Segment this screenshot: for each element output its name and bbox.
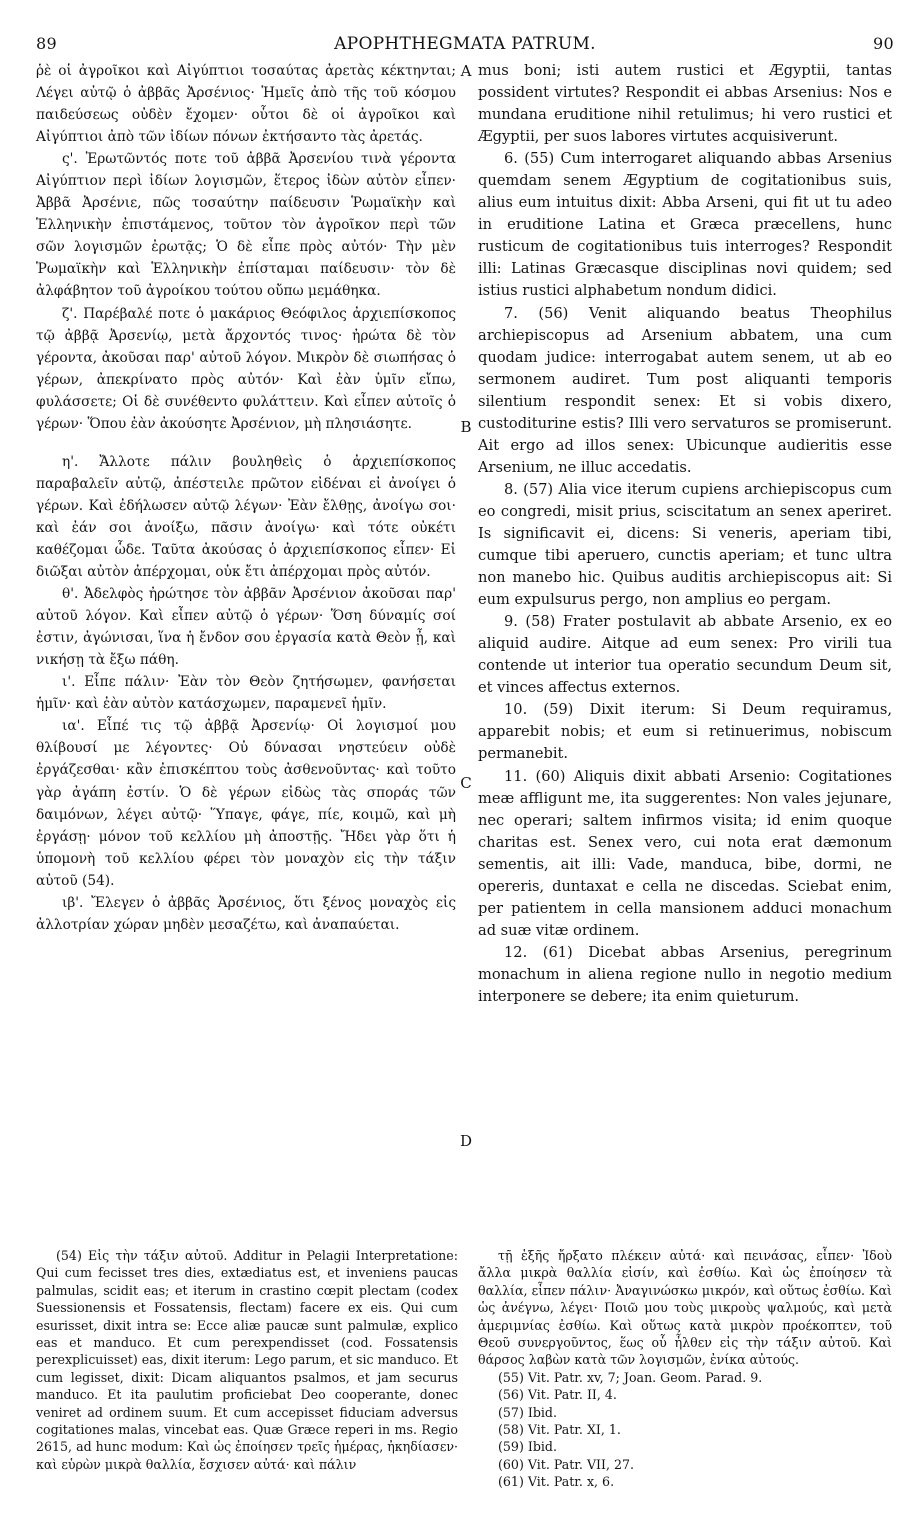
running-header — [36, 34, 894, 60]
greek-paragraph: ῥὲ οἱ ἀγροῖκοι καὶ Αἰγύπτιοι τοσαύτας ἀρετὰς κέκτηνται; Λέγει αὐτῷ ὁ ἀββᾶς Ἀρσένιος· Ἡμεῖς ἀπὸ τῆς τοῦ κόσμου παιδεύσεως οὐδὲν ἔχομεν· οὗτοι δὲ οἱ ἀγροῖκοι καὶ Αἰγύπτιοι ἀπὸ τῶν ἰδίων πόνων ἐκτήσαντο τὰς ἀρετάς. — [36, 63, 456, 146]
greek-paragraph: θ'. Ἀδελφὸς ἠρώτησε τὸν ἀββᾶν Ἀρσένιον ἀκοῦσαι παρ' αὐτοῦ λόγον. Καὶ εἶπεν αὐτῷ ὁ γέρων· Ὅση δύναμίς σοί ἐστιν, ἀγώνισαι, ἵνα ἡ ἔνδον σου ἐργασία κατὰ Θεὸν ᾖ, καὶ νικήσῃ τὰ ἔξω πάθη. — [36, 586, 456, 669]
reference-list — [478, 1369, 892, 1491]
greek-paragraph: ς'. Ἐρωτῶντός ποτε τοῦ ἀββᾶ Ἀρσενίου τινὰ γέροντα Αἰγύπτιον περὶ ἰδίων λογισμῶν, ἕτερος ἰδὼν αὐτὸν εἶπεν· Ἀββᾶ Ἀρσένιε, πῶς τοσαύτην παίδευσιν Ῥωμαϊκὴν καὶ Ἑλληνικὴν ἐπιστάμενος, τοῦτον τὸν ἀγροῖκον περὶ τῶν σῶν λογισμῶν ἐρωτᾷς; Ὁ δὲ εἶπε πρὸς αὐτόν· Τὴν μὲν Ῥωμαϊκὴν καὶ Ἑλληνικὴν ἐπίσταμαι παίδευσιν· τὸν δὲ ἀλφάβητον τοῦ ἀγροίκου τούτου οὔπω μεμάθηκα. — [36, 151, 456, 300]
reference-item: (57) Ibid. — [498, 1404, 557, 1420]
footnote-54: (54) Εἰς τὴν τάξιν αὐτοῦ. Additur in Pelagii Interpretatione: Qui cum fecisset tres dies, extædiatus est, et inveniens paucas palmulas, scidit eas; et iterum in crastino cœpit plectam (codex Suessionensis et Fossatensis, flectam) facere ex eis. Qui cum esurisset, dixit intra se: Ecce aliæ paucæ sunt palmulæ, explico eas et manduco. Et cum perexpendisset (cod. Fossatensis perexplicuisset) eas, dixit iterum: Lego parum, et sic manduco. Et cum legisset, dixit: Dicam aliquantos psalmos, et jam securus manduco. Et ita paulutim proficiebat Deo cooperante, donec veniret ad ordinem suum. Et cum accepisset fiduciam adversus cogitationes malas, vincebat eas. Quæ Græce reperi in ms. Regio 2615, ad hunc modum: Καὶ ὡς ἐποίησεν τρεῖς ἡμέρας, ἠκηδίασεν· καὶ εὑρὼν μικρὰ θαλλία, ἔσχισεν αὐτά· καὶ πάλιν — [36, 1248, 458, 1472]
footnote-54-continued: τῇ ἑξῆς ἤρξατο πλέκειν αὐτά· καὶ πεινάσας, εἶπεν· Ἰδοὺ ἄλλα μικρὰ θαλλία εἰσίν, καὶ ἐσθίω. Καὶ ὡς ἐποίησεν τὰ θαλλία, εἶπεν πάλιν· Ἀναγινώσκω μικρόν, καὶ οὕτως ἐσθίω. Καὶ ὡς ἀνέγνω, λέγει· Ποιῶ μου τοὺς μικροὺς ψαλμούς, καὶ μετὰ ἀμεριμνίας ἐσθίω. Καὶ οὕτως κατὰ μικρὸν προέκοπτεν, τοῦ Θεοῦ συνεργοῦντος, ἕως οὗ ἦλθεν εἰς τὴν τάξιν αὐτοῦ. Καὶ θάρσος λαβὼν κατὰ τῶν λογισμῶν, ἐνίκα αὐτούς. — [478, 1248, 892, 1368]
margin-marker-c: C — [460, 774, 472, 792]
latin-paragraph: mus boni; isti autem rustici et Ægyptii, tantas possident virtutes? Respondit ei abbas Arsenius: Nos e mundana eruditione nihil retulimus; hi vero rustici et Ægyptii, per suos labores virtutes acquisiverunt. — [478, 62, 892, 146]
running-title: APOPHTHEGMATA PATRUM. — [334, 34, 596, 54]
latin-paragraph: 7. (56) Venit aliquando beatus Theophilus archiepiscopus ad Arsenium abbatem, una cum quodam judice: interrogabat autem senem, ut ab eo sermonem audiret. Tum post aliquanti temporis silentium respondit senex: Et si vobis dixero, custoditurine estis? Illi vero servaturos se promiserunt. Ait ergo ad illos senex: Ubicunque audieritis esse Arsenium, ne illuc accedatis. — [478, 304, 892, 476]
reference-item: (60) Vit. Patr. VII, 27. — [498, 1456, 635, 1472]
greek-paragraph: ι'. Εἶπε πάλιν· Ἐὰν τὸν Θεὸν ζητήσωμεν, φανήσεται ἡμῖν· καὶ ἐὰν αὐτὸν κατάσχωμεν, παραμενεῖ ἡμῖν. — [36, 674, 456, 713]
latin-paragraph: 11. (60) Aliquis dixit abbati Arsenio: Cogitationes meæ affligunt me, ita suggerentes: Non vales jejunare, nec operari; saltem infirmos visita; id enim quoque charitas est. Senex vero, cui nota erat dæmonum sementis, ait illi: Vade, manduca, bibe, dormi, ne opereris, duntaxat e cella ne discedas. Sciebat enim, per patientem in cella mansionem adduci monachum ad suæ vitæ ordinem. — [478, 767, 892, 939]
latin-paragraph: 8. (57) Alia vice iterum cupiens archiepiscopus cum eo congredi, misit prius, sciscitatum an senex aperiret. Is significavit ei, dicens: Si veneris, aperiam tibi, cumque tibi aperuero, cunctis aperiam; et tunc ultra non manebo hic. Quibus auditis archiepiscopus ait: Si eum expulsurus pergo, non amplius eo pergam. — [478, 480, 892, 609]
latin-paragraph: 12. (61) Dicebat abbas Arsenius, peregrinum monachum in aliena regione nullo in negotio medium interponere se debere; ita enim quieturum. — [478, 943, 892, 1005]
margin-marker-d: D — [459, 1132, 473, 1150]
latin-paragraph: 6. (55) Cum interrogaret aliquando abbas Arsenius quemdam senem Ægyptium de cogitationibus suis, alius eum intuitus dixit: Abba Arseni, qui fit ut tu adeo in eruditione Latina et Græca præcellens, hunc rusticum de cogitationibus tuis interroges? Respondit illi: Latinas Græcasque disciplinas novi quidem; sed istius rustici alphabetum nondum didici. — [478, 150, 892, 300]
margin-marker-b: B — [460, 418, 472, 436]
latin-paragraph: 10. (59) Dixit iterum: Si Deum requiramus, apparebit nobis; et eum si retinuerimus, nobiscum permanebit. — [478, 701, 892, 763]
reference-item: (59) Ibid. — [498, 1439, 557, 1455]
greek-paragraph: ια'. Εἶπέ τις τῷ ἀββᾷ Ἀρσενίῳ· Οἱ λογισμοί μου θλίβουσί με λέγοντες· Οὐ δύνασαι νηστεύειν οὐδὲ ἐργάζεσθαι· κἂν ἐπισκέπτου τοὺς ἀσθενοῦντας· καὶ τοῦτο γὰρ ἀγάπη ἐστίν. Ὁ δὲ γέρων εἰδὼς τὰς σποράς τῶν δαιμόνων, λέγει αὐτῷ· Ὕπαγε, φάγε, πίε, κοιμῶ, καὶ μὴ ἐργάσῃ· μόνον τοῦ κελλίου μὴ ἀποστῇς. Ἤδει γὰρ ὅτι ἡ ὑπομονὴ τοῦ κελλίου φέρει τὸν μοναχὸν εἰς τὴν τάξιν αὐτοῦ (54). — [36, 718, 456, 889]
latin-column — [478, 60, 892, 1008]
greek-paragraph: ιβ'. Ἔλεγεν ὁ ἀββᾶς Ἀρσένιος, ὅτι ξένος μοναχὸς εἰς ἀλλοτρίαν χώραν μηδὲν μεσαζέτω, καὶ ἀναπαύεται. — [36, 894, 456, 933]
reference-item: (61) Vit. Patr. x, 6. — [498, 1474, 615, 1490]
margin-marker-a: A — [460, 62, 472, 80]
reference-item: (56) Vit. Patr. II, 4. — [498, 1387, 617, 1403]
reference-item: (55) Vit. Patr. xv, 7; Joan. Geom. Parad. 9. — [498, 1369, 763, 1385]
footnote-right — [478, 1247, 892, 1491]
page-number-right: 90 — [873, 34, 894, 53]
greek-paragraph: ζ'. Παρέβαλέ ποτε ὁ μακάριος Θεόφιλος ἀρχιεπίσκοπος τῷ ἀββᾷ Ἀρσενίῳ, μετὰ ἄρχοντός τινος· ἠρώτα δὲ τὸν γέροντα, ἀκοῦσαι παρ' αὐτοῦ λόγον. Μικρὸν δὲ σιωπήσας ὁ γέρων, ἀπεκρίνατο πρὸς αὐτόν· Καὶ ἐὰν ὑμῖν εἴπω, φυλάσσετε; Οἱ δὲ συνέθεντο φυλάττειν. Καὶ εἶπεν αὐτοῖς ὁ γέρων· Ὅπου ἐὰν ἀκούσητε Ἀρσένιον, μὴ πλησιάσητε. — [36, 305, 456, 432]
reference-item: (58) Vit. Patr. XI, 1. — [498, 1422, 621, 1438]
greek-paragraph: η'. Ἄλλοτε πάλιν βουληθεὶς ὁ ἀρχιεπίσκοπος παραβαλεῖν αὐτῷ, ἀπέστειλε πρῶτον εἰδέναι εἰ ἀνοίγει ὁ γέρων. Καὶ ἐδήλωσεν αὐτῷ λέγων· Ἐὰν ἔλθῃς, ἀνοίγω σοι· καὶ ἐάν σοι ἀνοίξω, πᾶσιν ἀνοίγω· καὶ τότε οὐκέτι καθέζομαι ὧδε. Ταῦτα ἀκούσας ὁ ἀρχιεπίσκοπος εἶπεν· Εἰ διῶξαι αὐτὸν ἀπέρχομαι, οὐκ ἔτι ἀπέρχομαι πρὸς αὐτόν. — [36, 453, 456, 581]
latin-paragraph: 9. (58) Frater postulavit ab abbate Arsenio, ex eo aliquid audire. Aitque ad eum senex: Pro virili tua contende ut interior tua operatio secundum Deum sit, et vinces affectus externos. — [478, 613, 892, 697]
footnote-left — [36, 1247, 458, 1473]
page-number-left: 89 — [36, 34, 57, 53]
greek-column — [36, 60, 456, 936]
